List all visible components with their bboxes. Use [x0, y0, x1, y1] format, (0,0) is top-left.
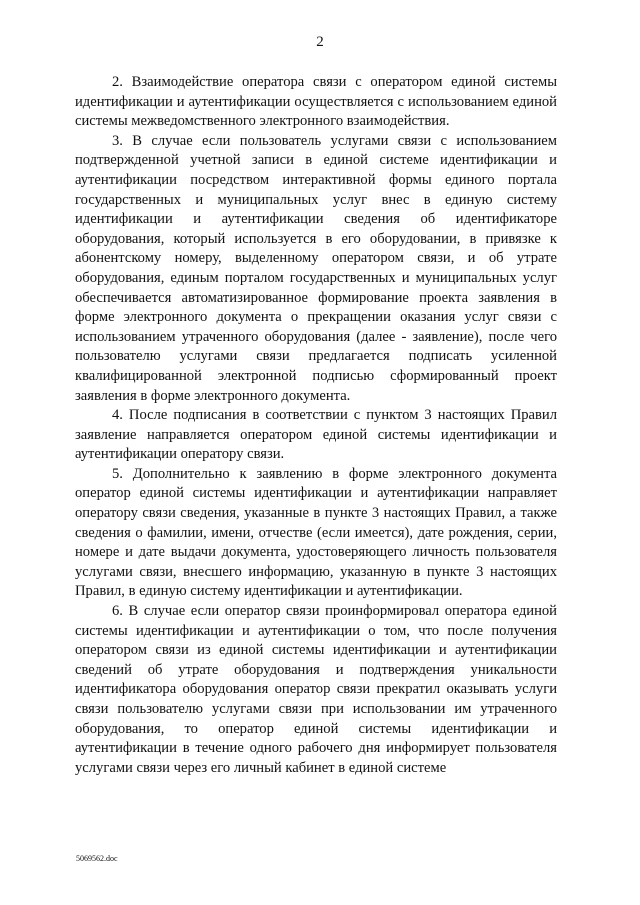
paragraph-2: 2. Взаимодействие оператора связи с оператором единой системы идентификации и аутентификации осуществляется с использованием единой системы межведомственного электронного взаимодействия. — [75, 74, 557, 130]
document-file-code: 5069562.doc — [76, 854, 118, 863]
paragraph-4: 4. После подписания в соответствии с пунктом 3 настоящих Правил заявление направляется оператором единой системы идентификации и аутентификации оператору связи. — [75, 407, 557, 463]
paragraph-3: 3. В случае если пользователь услугами связи с использованием подтвержденной учетной записи в единой системе идентификации и аутентификации посредством интерактивной формы единого портала государственных и муниципальных услуг внес в единую систему идентификации и аутентификации сведения об идентификаторе оборудования, который используется в его оборудовании, в привязке к абонентскому номеру, выделенному оператором связи, и об утрате оборудования, единым порталом государственных и муниципальных услуг обеспечивается автоматизированное формирование проекта заявления в форме электронного документа о прекращении оказания услуг связи с использованием утраченного оборудования (далее - заявление), после чего пользователю услугами связи предлагается подписать усиленной квалифицированной электронной подписью сформированный проект заявления в форме электронного документа. — [75, 132, 557, 404]
document-body — [75, 73, 557, 778]
paragraph-5: 5. Дополнительно к заявлению в форме электронного документа оператор единой системы идентификации и аутентификации направляет оператору связи сведения, указанные в пункте 3 настоящих Правил, а также сведения о фамилии, имени, отчестве (если имеется), дате рождения, серии, номере и дате выдачи документа, удостоверяющего личность пользователя услугами связи, внесшего информацию, указанную в пункте 3 настоящих Правил, в единую систему идентификации и аутентификации. — [75, 465, 557, 600]
paragraph-6: 6. В случае если оператор связи проинформировал оператора единой системы идентификации и аутентификации о том, что после получения оператором связи из единой системы идентификации и аутентификации сведений об утрате оборудования и подтверждения уникальности идентификатора оборудования оператор связи прекратил оказывать услуги связи пользователю услугами связи при использовании им утраченного оборудования, то оператор единой системы идентификации и аутентификации в течение одного рабочего дня информирует пользователя услугами связи через его личный кабинет в единой системе — [75, 603, 557, 776]
page-number: 2 — [316, 34, 324, 50]
